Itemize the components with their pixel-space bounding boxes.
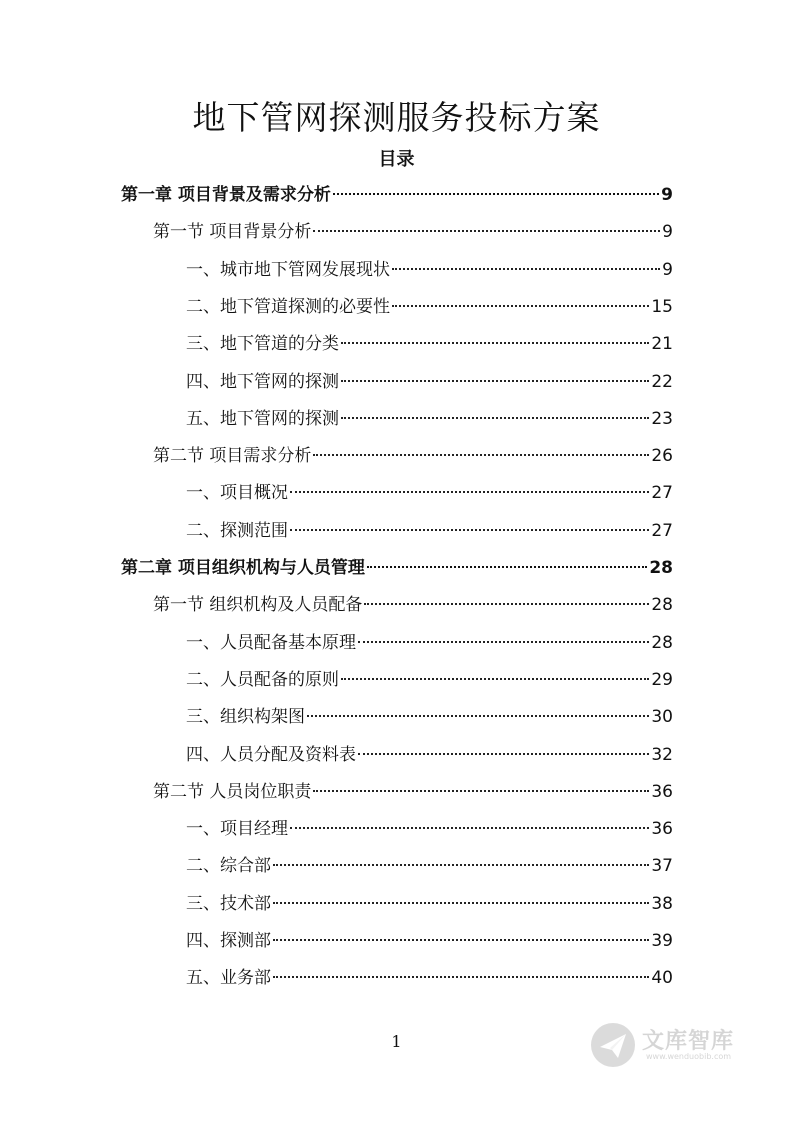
toc-entry[interactable] — [153, 219, 673, 245]
toc-dot-leader — [364, 603, 649, 605]
toc-entry[interactable] — [186, 369, 673, 395]
toc-entry-page: 30 — [651, 707, 673, 727]
toc-entry-label: 二、人员配备的原则 — [186, 670, 339, 690]
toc-dot-leader — [341, 380, 649, 382]
toc-entry-page: 9 — [662, 222, 673, 242]
toc-dot-leader — [358, 753, 649, 755]
page-number: 1 — [391, 1032, 402, 1051]
toc-entry-page: 23 — [651, 409, 673, 429]
toc-entry-page: 9 — [662, 260, 673, 280]
toc-entry-page: 38 — [651, 894, 673, 914]
toc-entry[interactable] — [186, 406, 673, 432]
toc-entry-label: 四、探测部 — [186, 931, 271, 951]
toc-entry-label: 五、业务部 — [186, 968, 271, 988]
toc-dot-leader — [273, 976, 649, 978]
toc-dot-leader — [313, 790, 649, 792]
toc-entry-label: 一、项目概况 — [186, 483, 288, 503]
toc-dot-leader — [313, 230, 660, 232]
toc-dot-leader — [358, 641, 649, 643]
toc-dot-leader — [392, 268, 660, 270]
toc-entry-label: 三、组织构架图 — [186, 707, 305, 727]
toc-entry[interactable] — [186, 257, 673, 283]
toc-entry-page: 29 — [651, 670, 673, 690]
toc-dot-leader — [273, 902, 649, 904]
toc-entry-label: 第一章 项目背景及需求分析 — [121, 185, 331, 205]
toc-entry[interactable] — [186, 816, 673, 842]
toc-entry-label: 五、地下管网的探测 — [186, 409, 339, 429]
toc-entry-label: 二、探测范围 — [186, 521, 288, 541]
toc-entry-page: 22 — [651, 372, 673, 392]
toc-entry-label: 第二章 项目组织机构与人员管理 — [121, 558, 365, 578]
toc-entry[interactable] — [186, 630, 673, 656]
toc-entry-page: 37 — [651, 856, 673, 876]
toc-entry[interactable] — [153, 443, 673, 469]
toc-entry-label: 二、综合部 — [186, 856, 271, 876]
toc-dot-leader — [273, 939, 649, 941]
toc-dot-leader — [341, 342, 649, 344]
toc-entry-label: 三、地下管道的分类 — [186, 334, 339, 354]
toc-entry-page: 32 — [651, 745, 673, 765]
toc-entry-label: 一、人员配备基本原理 — [186, 633, 356, 653]
toc-dot-leader — [313, 454, 649, 456]
document-title: 地下管网探测服务投标方案 — [192, 98, 601, 137]
toc-entry[interactable] — [186, 965, 673, 991]
toc-entry[interactable] — [153, 592, 673, 618]
toc-entry-page: 21 — [651, 334, 673, 354]
toc-entry-page: 15 — [651, 297, 673, 317]
toc-entry-page: 36 — [651, 782, 673, 802]
watermark — [588, 1020, 748, 1076]
toc-entry-page: 28 — [649, 558, 673, 578]
toc-entry-label: 第二节 人员岗位职责 — [153, 782, 312, 802]
toc-dot-leader — [333, 193, 659, 195]
toc-entry[interactable] — [121, 182, 673, 208]
toc-entry-label: 四、地下管网的探测 — [186, 372, 339, 392]
toc-entry[interactable] — [153, 779, 673, 805]
toc-dot-leader — [341, 678, 649, 680]
toc-entry-label: 二、地下管道探测的必要性 — [186, 297, 390, 317]
paper-plane-logo-icon — [588, 1020, 638, 1070]
toc-entry-label: 第一节 项目背景分析 — [153, 222, 312, 242]
toc-dot-leader — [290, 529, 649, 531]
toc-entry[interactable] — [186, 518, 673, 544]
toc-entry-page: 28 — [651, 633, 673, 653]
toc-dot-leader — [273, 864, 649, 866]
toc-dot-leader — [367, 566, 647, 568]
toc-entry-label: 一、城市地下管网发展现状 — [186, 260, 390, 280]
toc-entry-label: 三、技术部 — [186, 894, 271, 914]
toc-entry[interactable] — [186, 480, 673, 506]
toc-dot-leader — [341, 417, 649, 419]
toc-entry-page: 26 — [651, 446, 673, 466]
watermark-url: www.wenduobib.com — [646, 1052, 732, 1061]
toc-entry-page: 36 — [651, 819, 673, 839]
toc-entry-page: 39 — [651, 931, 673, 951]
toc-entry[interactable] — [186, 928, 673, 954]
toc-entry-label: 一、项目经理 — [186, 819, 288, 839]
toc-entry-page: 40 — [651, 968, 673, 988]
toc-entry-page: 27 — [651, 483, 673, 503]
toc-entry-label: 第一节 组织机构及人员配备 — [153, 595, 363, 615]
toc-dot-leader — [290, 491, 649, 493]
toc-dot-leader — [307, 715, 649, 717]
toc-heading: 目录 — [378, 149, 415, 170]
watermark-text: 文库智库 — [642, 1029, 735, 1054]
toc-entry[interactable] — [186, 742, 673, 768]
toc-entry[interactable] — [186, 891, 673, 917]
toc-entry-page: 27 — [651, 521, 673, 541]
toc-entry-page: 28 — [651, 595, 673, 615]
toc-entry-page: 9 — [661, 185, 673, 205]
toc-dot-leader — [290, 827, 649, 829]
toc-entry-label: 第二节 项目需求分析 — [153, 446, 312, 466]
toc-entry[interactable] — [186, 331, 673, 357]
toc-entry[interactable] — [121, 555, 673, 581]
toc-entry[interactable] — [186, 667, 673, 693]
toc-entry[interactable] — [186, 294, 673, 320]
toc-dot-leader — [392, 305, 649, 307]
toc-entry-label: 四、人员分配及资料表 — [186, 745, 356, 765]
toc-entry[interactable] — [186, 853, 673, 879]
toc-entry[interactable] — [186, 704, 673, 730]
